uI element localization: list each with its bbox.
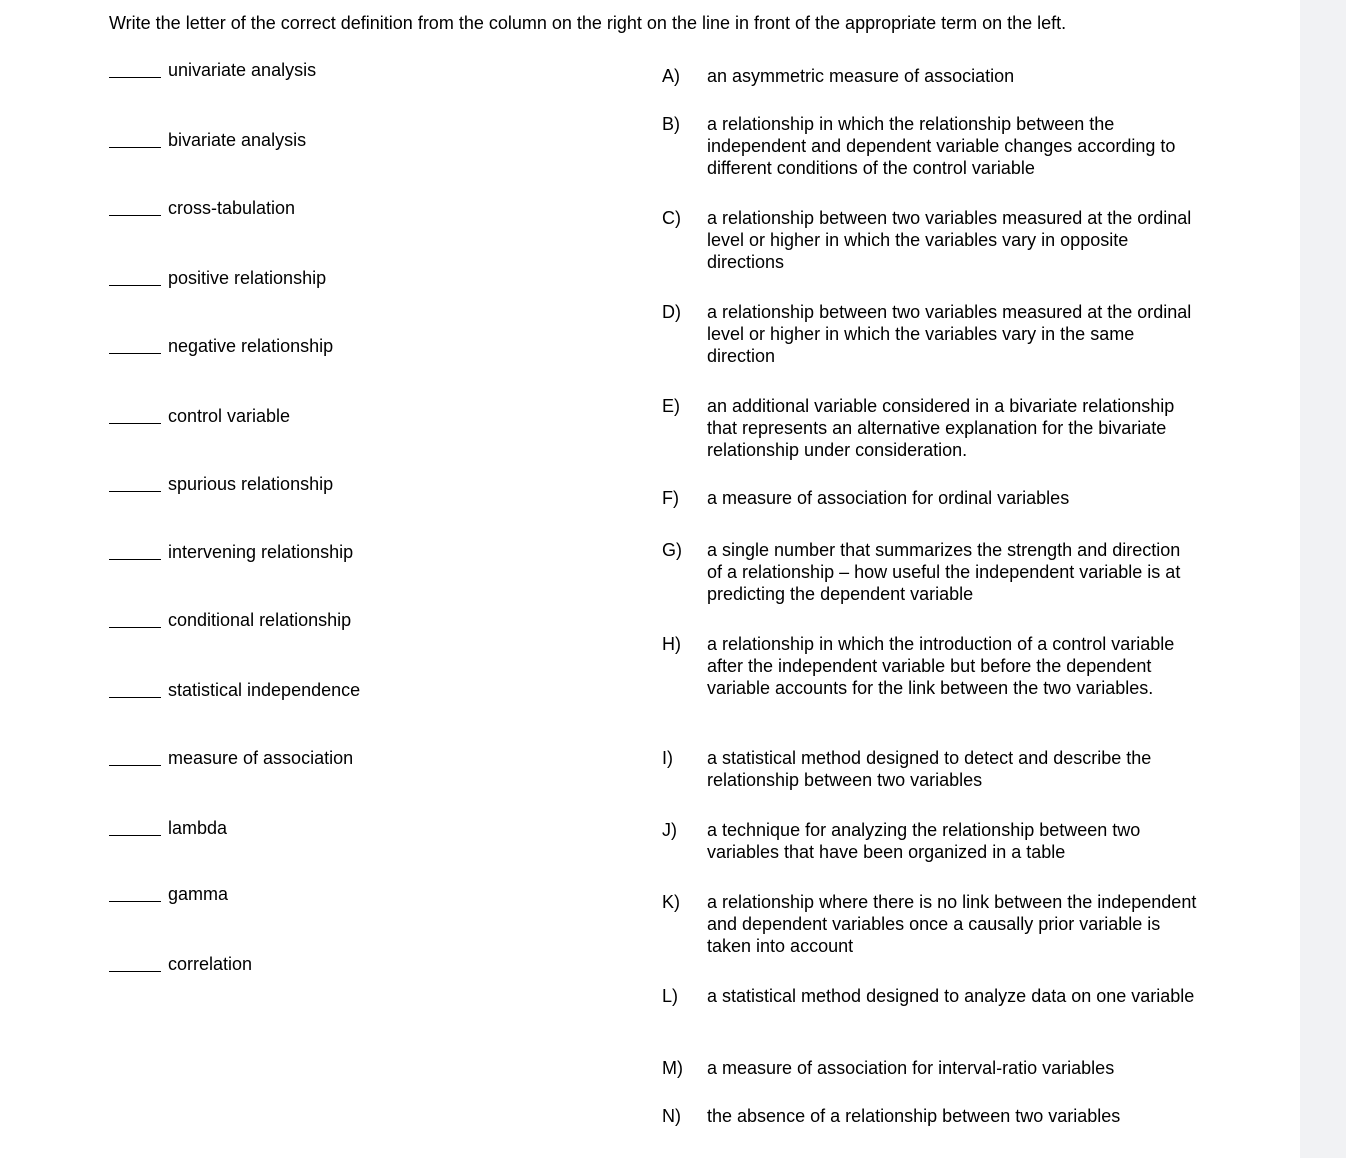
definition-text: a statistical method designed to detect and describe the relationship between two variables — [707, 748, 1152, 790]
definition-text: the absence of a relationship between two variables — [707, 1106, 1121, 1126]
term-label: intervening relationship — [168, 542, 354, 562]
answer-blank[interactable] — [109, 147, 161, 148]
term-label: gamma — [168, 884, 229, 904]
definition-letter: I) — [662, 748, 673, 768]
definition-text: an additional variable considered in a bivariate relationship that represents an alternative explanation for the bivariate relationship under consideration. — [707, 396, 1175, 460]
definition-text: an asymmetric measure of association — [707, 66, 1015, 86]
answer-blank[interactable] — [109, 77, 161, 78]
definition-letter: N) — [662, 1106, 681, 1126]
answer-blank[interactable] — [109, 215, 161, 216]
definition-text: a relationship between two variables measured at the ordinal level or higher in which the variables vary in opposite directions — [707, 208, 1192, 272]
answer-blank[interactable] — [109, 971, 161, 972]
definition-text: a statistical method designed to analyze data on one variable — [707, 986, 1195, 1006]
definition-letter: G) — [662, 540, 682, 560]
term-label: correlation — [168, 954, 253, 974]
answer-blank[interactable] — [109, 353, 161, 354]
definition-letter: D) — [662, 302, 681, 322]
definition-text: a technique for analyzing the relationship between two variables that have been organized in a table — [707, 820, 1141, 862]
definition-text: a single number that summarizes the strength and direction of a relationship – how useful the independent variable is at predicting the dependent variable — [707, 540, 1181, 604]
term-label: control variable — [168, 406, 291, 426]
term-label: univariate analysis — [168, 60, 317, 80]
term-label: negative relationship — [168, 336, 334, 356]
answer-blank[interactable] — [109, 285, 161, 286]
answer-blank[interactable] — [109, 765, 161, 766]
term-label: spurious relationship — [168, 474, 334, 494]
term-label: cross-tabulation — [168, 198, 296, 218]
definition-text: a relationship where there is no link between the independent and dependent variables once a causally prior variable is taken into account — [707, 892, 1197, 956]
definition-text: a measure of association for ordinal variables — [707, 488, 1070, 508]
definition-letter: K) — [662, 892, 680, 912]
definition-letter: F) — [662, 488, 679, 508]
answer-blank[interactable] — [109, 423, 161, 424]
term-label: statistical independence — [168, 680, 361, 700]
definition-letter: C) — [662, 208, 681, 228]
definition-letter: M) — [662, 1058, 683, 1078]
definition-text: a relationship in which the relationship between the independent and dependent variable changes according to different conditions of the control variable — [707, 114, 1176, 178]
answer-blank[interactable] — [109, 559, 161, 560]
definition-text: a relationship between two variables measured at the ordinal level or higher in which the variables vary in the same direction — [707, 302, 1192, 366]
definition-text: a relationship in which the introduction of a control variable after the independent variable but before the dependent variable accounts for the link between the two variables. — [707, 634, 1175, 698]
answer-blank[interactable] — [109, 697, 161, 698]
definition-letter: L) — [662, 986, 679, 1006]
definition-letter: J) — [662, 820, 677, 840]
term-label: measure of association — [168, 748, 354, 768]
answer-blank[interactable] — [109, 901, 161, 902]
term-label: conditional relationship — [168, 610, 352, 630]
term-label: lambda — [168, 818, 228, 838]
term-label: bivariate analysis — [168, 130, 307, 150]
definition-letter: B) — [662, 114, 680, 134]
answer-blank[interactable] — [109, 835, 161, 836]
term-label: positive relationship — [168, 268, 327, 288]
definition-letter: H) — [662, 634, 681, 654]
definition-letter: A) — [662, 66, 680, 86]
answer-blank[interactable] — [109, 491, 161, 492]
definition-text: a measure of association for interval-ratio variables — [707, 1058, 1115, 1078]
instructions-text: Write the letter of the correct definition from the column on the right on the line in front of the appropriate term on the left. — [109, 13, 1067, 33]
answer-blank[interactable] — [109, 627, 161, 628]
definition-letter: E) — [662, 396, 680, 416]
